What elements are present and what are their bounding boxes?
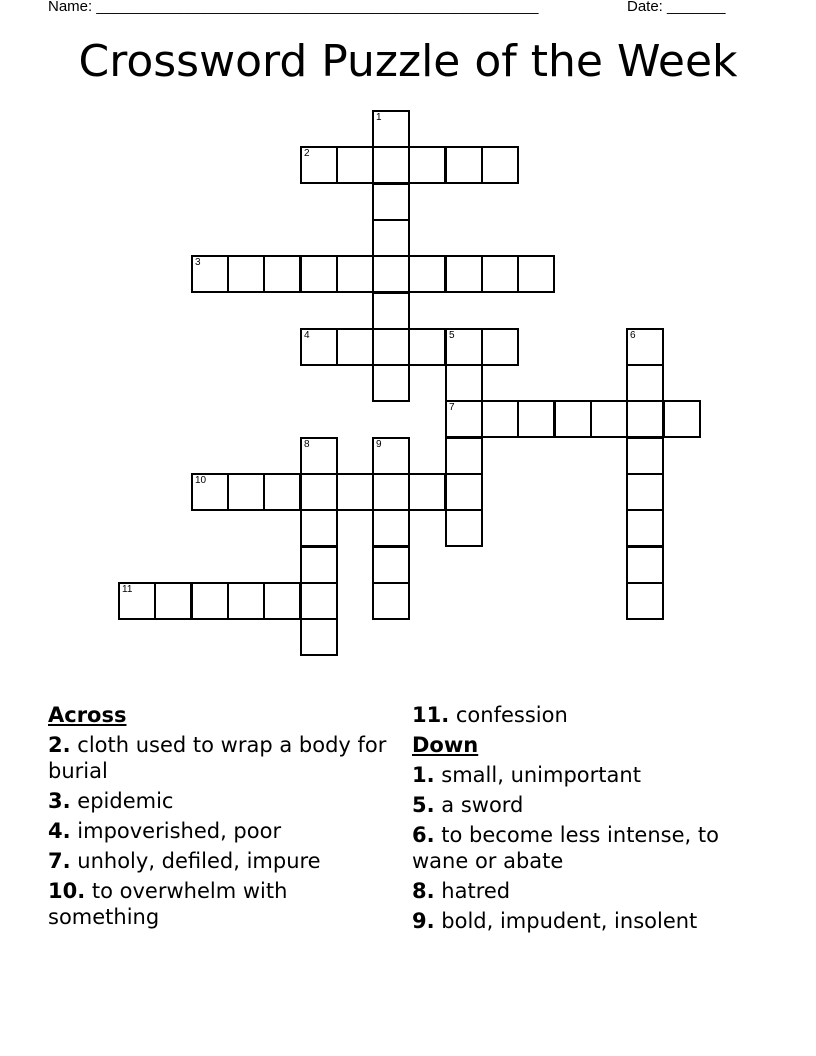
grid-cell[interactable] xyxy=(626,582,664,620)
cell-input[interactable] xyxy=(628,511,662,545)
grid-cell[interactable] xyxy=(372,255,410,293)
cell-input[interactable] xyxy=(447,475,481,509)
cell-input[interactable] xyxy=(193,475,227,509)
clues-left-column xyxy=(48,702,388,934)
cell-input[interactable] xyxy=(628,402,662,436)
cell-input[interactable] xyxy=(628,366,662,400)
grid-cell[interactable] xyxy=(300,618,338,656)
cell-input[interactable] xyxy=(229,584,263,618)
cell-input[interactable] xyxy=(338,475,372,509)
clue-text: impoverished, poor xyxy=(77,819,282,843)
clue-number-label: 6 xyxy=(630,330,636,341)
grid-cell[interactable] xyxy=(517,255,555,293)
clue-number: 6. xyxy=(412,823,435,847)
grid-cell[interactable] xyxy=(481,146,519,184)
grid-cell[interactable] xyxy=(263,582,301,620)
cell-input[interactable] xyxy=(374,330,408,364)
grid-cell[interactable] xyxy=(481,328,519,366)
cell-input[interactable] xyxy=(229,257,263,291)
clues-right-column xyxy=(412,702,772,938)
cell-input[interactable] xyxy=(410,475,444,509)
grid-cell[interactable] xyxy=(300,509,338,547)
grid-cell[interactable] xyxy=(445,473,483,511)
clue-text: bold, impudent, insolent xyxy=(441,909,698,933)
grid-cell[interactable] xyxy=(445,437,483,475)
clue-text: unholy, defiled, impure xyxy=(77,849,321,873)
cell-input[interactable] xyxy=(302,330,336,364)
cell-input[interactable] xyxy=(447,148,481,182)
grid-cell[interactable] xyxy=(626,328,664,366)
cell-input[interactable] xyxy=(302,475,336,509)
cell-input[interactable] xyxy=(519,257,553,291)
grid-cell[interactable] xyxy=(626,400,664,438)
grid-cell[interactable] xyxy=(372,582,410,620)
clue-text: hatred xyxy=(441,879,511,903)
grid-cell[interactable] xyxy=(445,328,483,366)
grid-cell[interactable] xyxy=(372,219,410,257)
clue-down-9 xyxy=(412,908,772,934)
grid-cell[interactable] xyxy=(408,146,446,184)
cell-input[interactable] xyxy=(556,402,590,436)
name-line[interactable]: _____________________________________________________ xyxy=(96,0,539,15)
grid-cell[interactable] xyxy=(300,328,338,366)
cell-input[interactable] xyxy=(302,148,336,182)
cell-input[interactable] xyxy=(302,439,336,473)
cell-input[interactable] xyxy=(374,221,408,255)
cell-input[interactable] xyxy=(374,511,408,545)
grid-cell[interactable] xyxy=(118,582,156,620)
page-title: Crossword Puzzle of the Week xyxy=(78,36,738,87)
cell-input[interactable] xyxy=(265,475,299,509)
clue-text: to become less intense, to wane or abate xyxy=(412,823,719,873)
clue-text: epidemic xyxy=(77,789,174,813)
cell-input[interactable] xyxy=(302,511,336,545)
cell-input[interactable] xyxy=(447,439,481,473)
clue-text: to overwhelm with something xyxy=(48,879,288,929)
grid-cell[interactable] xyxy=(227,255,265,293)
down-heading: Down xyxy=(412,733,479,757)
clue-across-11 xyxy=(412,702,772,728)
clue-across-7 xyxy=(48,848,388,874)
clue-number: 8. xyxy=(412,879,435,903)
clue-number-label: 1 xyxy=(376,112,382,123)
cell-input[interactable] xyxy=(374,257,408,291)
clue-across-3 xyxy=(48,788,388,814)
grid-cell[interactable] xyxy=(445,400,483,438)
grid-cell[interactable] xyxy=(626,509,664,547)
cell-input[interactable] xyxy=(338,148,372,182)
grid-cell[interactable] xyxy=(626,473,664,511)
grid-cell[interactable] xyxy=(336,255,374,293)
cell-input[interactable] xyxy=(338,257,372,291)
cell-input[interactable] xyxy=(302,584,336,618)
cell-input[interactable] xyxy=(265,257,299,291)
grid-cell[interactable] xyxy=(191,255,229,293)
grid-cell[interactable] xyxy=(227,473,265,511)
grid-cell[interactable] xyxy=(445,509,483,547)
grid-cell[interactable] xyxy=(263,255,301,293)
grid-cell[interactable] xyxy=(263,473,301,511)
cell-input[interactable] xyxy=(483,330,517,364)
cell-input[interactable] xyxy=(447,257,481,291)
cell-input[interactable] xyxy=(628,475,662,509)
cell-input[interactable] xyxy=(374,584,408,618)
cell-input[interactable] xyxy=(156,584,190,618)
grid-cell[interactable] xyxy=(300,146,338,184)
clue-number: 10. xyxy=(48,879,86,903)
cell-input[interactable] xyxy=(410,257,444,291)
grid-cell[interactable] xyxy=(372,437,410,475)
clue-number: 1. xyxy=(412,763,435,787)
clue-number-label: 11 xyxy=(122,584,133,595)
clue-text: small, unimportant xyxy=(441,763,641,787)
cell-input[interactable] xyxy=(628,584,662,618)
clue-down-1 xyxy=(412,762,772,788)
cell-input[interactable] xyxy=(665,402,699,436)
cell-input[interactable] xyxy=(447,330,481,364)
clue-text: cloth used to wrap a body for burial xyxy=(48,733,387,783)
grid-cell[interactable] xyxy=(445,364,483,402)
cell-input[interactable] xyxy=(483,148,517,182)
grid-cell[interactable] xyxy=(372,546,410,584)
cell-input[interactable] xyxy=(374,294,408,328)
clue-number-label: 8 xyxy=(304,439,310,450)
clue-number: 5. xyxy=(412,793,435,817)
grid-cell[interactable] xyxy=(300,546,338,584)
clue-text: confession xyxy=(455,703,568,727)
grid-cell[interactable] xyxy=(372,328,410,366)
clue-down-6 xyxy=(412,822,772,874)
grid-cell[interactable] xyxy=(300,437,338,475)
grid-cell[interactable] xyxy=(227,582,265,620)
cell-input[interactable] xyxy=(410,330,444,364)
cell-input[interactable] xyxy=(374,548,408,582)
cell-input[interactable] xyxy=(374,112,408,146)
cell-input[interactable] xyxy=(592,402,626,436)
clue-number: 4. xyxy=(48,819,71,843)
cell-input[interactable] xyxy=(229,475,263,509)
grid-cell[interactable] xyxy=(372,364,410,402)
clue-number-label: 2 xyxy=(304,148,310,159)
grid-cell[interactable] xyxy=(336,473,374,511)
clue-number-label: 4 xyxy=(304,330,310,341)
clue-number-label: 3 xyxy=(195,257,201,268)
grid-cell[interactable] xyxy=(372,473,410,511)
grid-cell[interactable] xyxy=(554,400,592,438)
cell-input[interactable] xyxy=(374,439,408,473)
clue-text: a sword xyxy=(441,793,524,817)
cell-input[interactable] xyxy=(447,511,481,545)
cell-input[interactable] xyxy=(302,257,336,291)
grid-cell[interactable] xyxy=(336,146,374,184)
cell-input[interactable] xyxy=(302,548,336,582)
grid-cell[interactable] xyxy=(481,255,519,293)
grid-cell[interactable] xyxy=(626,437,664,475)
cell-input[interactable] xyxy=(483,402,517,436)
cell-input[interactable] xyxy=(338,330,372,364)
grid-cell[interactable] xyxy=(336,328,374,366)
grid-cell[interactable] xyxy=(372,509,410,547)
cell-input[interactable] xyxy=(374,475,408,509)
cell-input[interactable] xyxy=(410,148,444,182)
grid-cell[interactable] xyxy=(300,255,338,293)
cell-input[interactable] xyxy=(628,439,662,473)
clue-number-label: 10 xyxy=(195,475,207,486)
cell-input[interactable] xyxy=(302,620,336,654)
clue-across-2 xyxy=(48,732,388,784)
clue-number-label: 5 xyxy=(449,330,455,341)
grid-cell[interactable] xyxy=(626,364,664,402)
clue-across-4 xyxy=(48,818,388,844)
cell-input[interactable] xyxy=(120,584,154,618)
clue-number-label: 7 xyxy=(449,402,455,413)
cell-input[interactable] xyxy=(374,148,408,182)
grid-cell[interactable] xyxy=(154,582,192,620)
clue-number: 7. xyxy=(48,849,71,873)
grid-cell[interactable] xyxy=(590,400,628,438)
date-line[interactable]: _______ xyxy=(667,0,726,15)
grid-cell[interactable] xyxy=(191,582,229,620)
grid-cell[interactable] xyxy=(445,255,483,293)
cell-input[interactable] xyxy=(628,548,662,582)
grid-cell[interactable] xyxy=(408,328,446,366)
cell-input[interactable] xyxy=(193,257,227,291)
across-heading: Across xyxy=(48,703,127,727)
grid-cell[interactable] xyxy=(408,255,446,293)
clue-number: 3. xyxy=(48,789,71,813)
grid-cell[interactable] xyxy=(517,400,555,438)
grid-cell[interactable] xyxy=(372,110,410,148)
cell-input[interactable] xyxy=(265,584,299,618)
date-label: Date: xyxy=(627,0,663,15)
clue-down-5 xyxy=(412,792,772,818)
grid-cell[interactable] xyxy=(445,146,483,184)
clue-number: 2. xyxy=(48,733,71,757)
grid-cell[interactable] xyxy=(191,473,229,511)
cell-input[interactable] xyxy=(519,402,553,436)
name-label: Name: xyxy=(48,0,93,15)
cell-input[interactable] xyxy=(193,584,227,618)
grid-cell[interactable] xyxy=(372,292,410,330)
clue-number-label: 9 xyxy=(376,439,382,450)
grid-cell[interactable] xyxy=(300,473,338,511)
clue-number: 11. xyxy=(412,703,450,727)
clue-down-8 xyxy=(412,878,772,904)
grid-cell[interactable] xyxy=(300,582,338,620)
cell-input[interactable] xyxy=(374,366,408,400)
clue-number: 9. xyxy=(412,909,435,933)
clue-across-10 xyxy=(48,878,388,930)
cell-input[interactable] xyxy=(447,402,481,436)
grid-cell[interactable] xyxy=(408,473,446,511)
cell-input[interactable] xyxy=(374,185,408,219)
grid-cell[interactable] xyxy=(372,146,410,184)
grid-cell[interactable] xyxy=(663,400,701,438)
cell-input[interactable] xyxy=(483,257,517,291)
grid-cell[interactable] xyxy=(481,400,519,438)
cell-input[interactable] xyxy=(447,366,481,400)
grid-cell[interactable] xyxy=(372,183,410,221)
cell-input[interactable] xyxy=(628,330,662,364)
grid-cell[interactable] xyxy=(626,546,664,584)
